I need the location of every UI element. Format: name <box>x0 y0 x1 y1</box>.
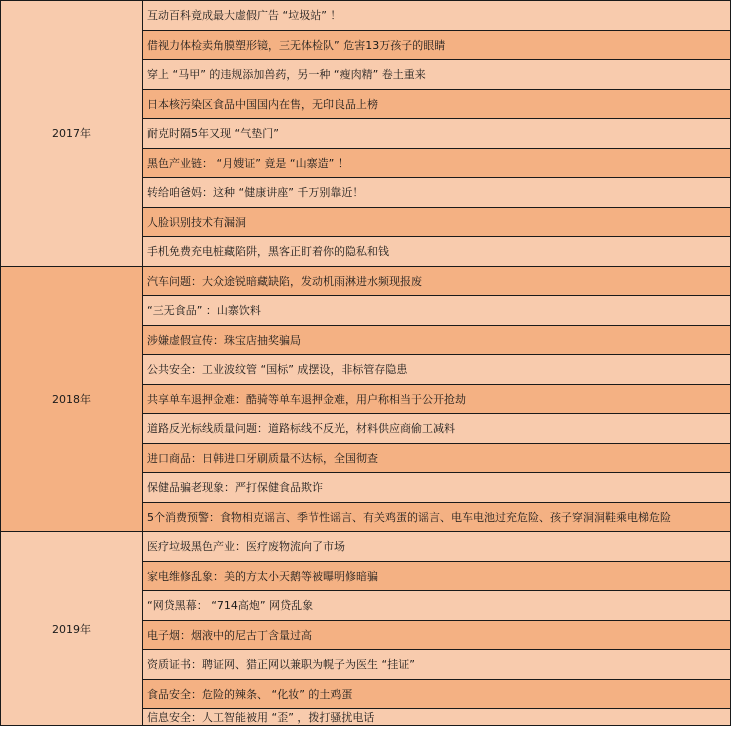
list-item: 道路反光标线质量问题：道路标线不反光，材料供应商偷工减料 <box>143 414 731 444</box>
list-item: 5个消费预警：食物相克谣言、季节性谣言、有关鸡蛋的谣言、电车电池过充危险、孩子穿洞洞鞋乘电梯危险 <box>143 502 731 532</box>
list-item: 医疗垃圾黑色产业：医疗废物流向了市场 <box>143 532 731 562</box>
list-item: 涉嫌虚假宣传：珠宝店抽奖骗局 <box>143 325 731 355</box>
list-item: “三无食品” ：山寨饮料 <box>143 296 731 326</box>
list-item: 日本核污染区食品中国国内在售，无印良品上榜 <box>143 89 731 119</box>
list-item: 公共安全：工业波纹管 “国标” 成摆设，非标管存隐患 <box>143 355 731 385</box>
year-cell-2017: 2017年 <box>1 1 143 267</box>
list-item: 共享单车退押金难：酷骑等单车退押金难，用户称相当于公开抢劫 <box>143 384 731 414</box>
table-row <box>1 1 731 31</box>
list-item: 食品安全：危险的辣条、 “化妆” 的土鸡蛋 <box>143 679 731 709</box>
list-item: 耐克时隔5年又现 “气垫门” <box>143 119 731 149</box>
list-item: 进口商品：日韩进口牙刷质量不达标，全国彻查 <box>143 443 731 473</box>
list-item: 家电维修乱象：美的方太小天鹅等被曝明修暗骗 <box>143 561 731 591</box>
list-item: 手机免费充电桩藏陷阱，黑客正盯着你的隐私和钱 <box>143 237 731 267</box>
year-cell-2018: 2018年 <box>1 266 143 532</box>
list-item: 汽车问题：大众途锐暗藏缺陷，发动机雨淋进水频现报废 <box>143 266 731 296</box>
list-item: “网贷黑幕： “714高炮” 网贷乱象 <box>143 591 731 621</box>
list-item: 借视力体检卖角膜塑形镜，三无体检队” 危害13万孩子的眼睛 <box>143 30 731 60</box>
table-row <box>1 266 731 296</box>
list-item: 黑色产业链： “月嫂证” 竟是 “山寨造” ！ <box>143 148 731 178</box>
list-item: 电子烟：烟液中的尼古丁含量过高 <box>143 620 731 650</box>
list-item: 转给咱爸妈：这种 “健康讲座” 千万别靠近！ <box>143 178 731 208</box>
list-item: 资质证书：聘证网、猎正网以兼职为幌子为医生 “挂证” <box>143 650 731 680</box>
year-cell-2019: 2019年 <box>1 532 143 726</box>
list-item: 保健品骗老现象：严打保健食品欺诈 <box>143 473 731 503</box>
table-row <box>1 532 731 562</box>
list-item: 信息安全：人工智能被用 “歪” ，拨打骚扰电话 <box>143 709 731 726</box>
list-item: 互动百科竟成最大虚假广告 “垃圾站” ！ <box>143 1 731 31</box>
list-item: 人脸识别技术有漏洞 <box>143 207 731 237</box>
list-item: 穿上 “马甲” 的违规添加兽药，另一种 “瘦肉精” 卷土重来 <box>143 60 731 90</box>
